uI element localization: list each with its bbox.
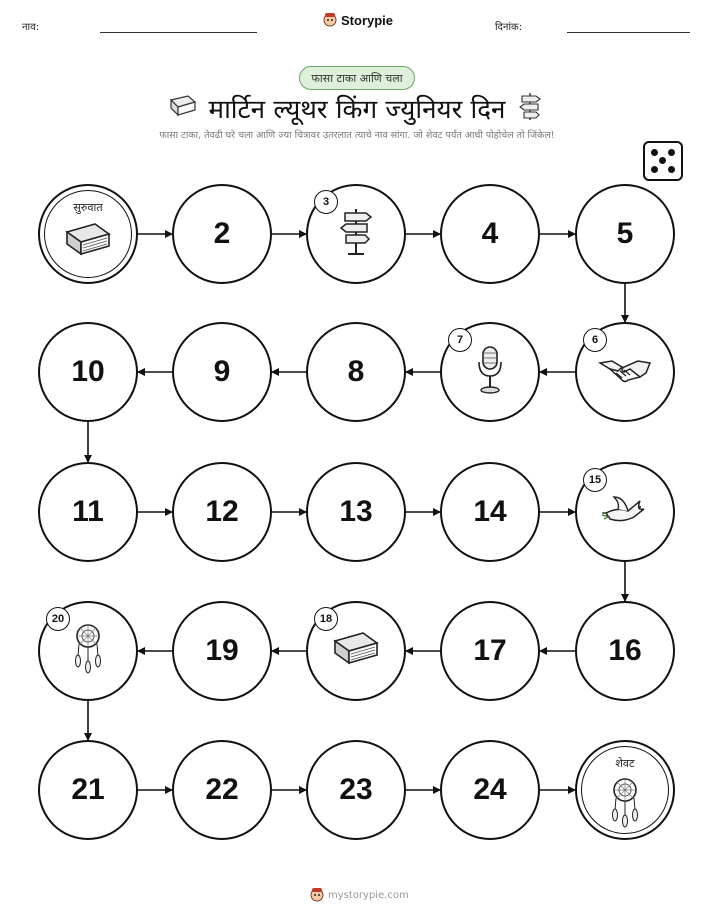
- dreamcatcher-icon: [70, 622, 106, 680]
- cell-number-badge: 18: [314, 607, 338, 631]
- board-cell-8[interactable]: [306, 322, 406, 422]
- board-cell-14[interactable]: [440, 462, 540, 562]
- game-type-badge: फासा टाका आणि चला: [299, 66, 415, 90]
- board-cell-4[interactable]: [440, 184, 540, 284]
- cell-number: 12: [205, 495, 239, 528]
- book-icon: [63, 220, 113, 264]
- board-cell-22[interactable]: [172, 740, 272, 840]
- cell-number-badge: 6: [583, 328, 607, 352]
- dove-icon: [600, 493, 650, 531]
- cell-number: 16: [608, 634, 642, 667]
- board-cell-7[interactable]: [440, 322, 540, 422]
- footer-url: mystorypie.com: [328, 889, 409, 901]
- cell-number: 9: [213, 355, 231, 388]
- board-cell-6[interactable]: [575, 322, 675, 422]
- cell-number: 17: [473, 634, 507, 667]
- board-cell-16[interactable]: [575, 601, 675, 701]
- instructions: फासा टाका, तेवढी घरे चला आणि ज्या चित्रावर उतरलात त्याचे नाव सांगा. जो शेवट पर्यंत आधी पोहोचेल तो जिंकेल!: [159, 130, 555, 141]
- cell-number-badge: 15: [583, 468, 607, 492]
- cell-number-badge: 7: [448, 328, 472, 352]
- board-cell-18[interactable]: [306, 601, 406, 701]
- board-cell-23[interactable]: [306, 740, 406, 840]
- board-cell-13[interactable]: [306, 462, 406, 562]
- cell-number: 19: [205, 634, 239, 667]
- finish-cell[interactable]: [575, 740, 675, 840]
- handshake-icon: [598, 353, 652, 391]
- board-cell-3[interactable]: [306, 184, 406, 284]
- cell-number: 14: [473, 495, 507, 528]
- footer-mascot-icon: [310, 887, 324, 903]
- cell-number: 10: [71, 355, 105, 388]
- cell-number: 21: [71, 773, 105, 806]
- board-cell-12[interactable]: [172, 462, 272, 562]
- board-cell-5[interactable]: [575, 184, 675, 284]
- board-cell-20[interactable]: [38, 601, 138, 701]
- board-cell-19[interactable]: [172, 601, 272, 701]
- brand-name: Storypie: [341, 12, 394, 28]
- board-cell-2[interactable]: [172, 184, 272, 284]
- cell-label: शेवट: [615, 757, 635, 770]
- dreamcatcher-icon: [607, 776, 643, 834]
- cell-number: 11: [72, 495, 104, 528]
- cell-number-badge: 3: [314, 190, 338, 214]
- cell-number: 8: [347, 355, 365, 388]
- cell-number-badge: 20: [46, 607, 70, 631]
- cell-number: 23: [339, 773, 373, 806]
- board-cell-10[interactable]: [38, 322, 138, 422]
- cell-number: 22: [205, 773, 239, 806]
- cell-number: 24: [473, 773, 507, 806]
- cell-label: सुरुवात: [73, 201, 103, 214]
- cell-number: 5: [616, 217, 634, 250]
- microphone-icon: [473, 344, 507, 400]
- title-text: मार्टिन ल्यूथर किंग ज्युनियर दिन: [208, 95, 506, 125]
- signpost-icon: [336, 206, 376, 262]
- book-icon: [331, 629, 381, 673]
- cell-number: 13: [339, 495, 373, 528]
- board-cell-17[interactable]: [440, 601, 540, 701]
- board-cell-15[interactable]: [575, 462, 675, 562]
- footer: [310, 887, 409, 903]
- board-cell-11[interactable]: [38, 462, 138, 562]
- date-label: दिनांक:: [495, 22, 523, 33]
- cell-number: 2: [213, 217, 231, 250]
- cell-number: 4: [481, 217, 499, 250]
- name-label: नाव:: [22, 22, 40, 33]
- board-cell-24[interactable]: [440, 740, 540, 840]
- board-cell-9[interactable]: [172, 322, 272, 422]
- board-cell-21[interactable]: [38, 740, 138, 840]
- start-cell[interactable]: [38, 184, 138, 284]
